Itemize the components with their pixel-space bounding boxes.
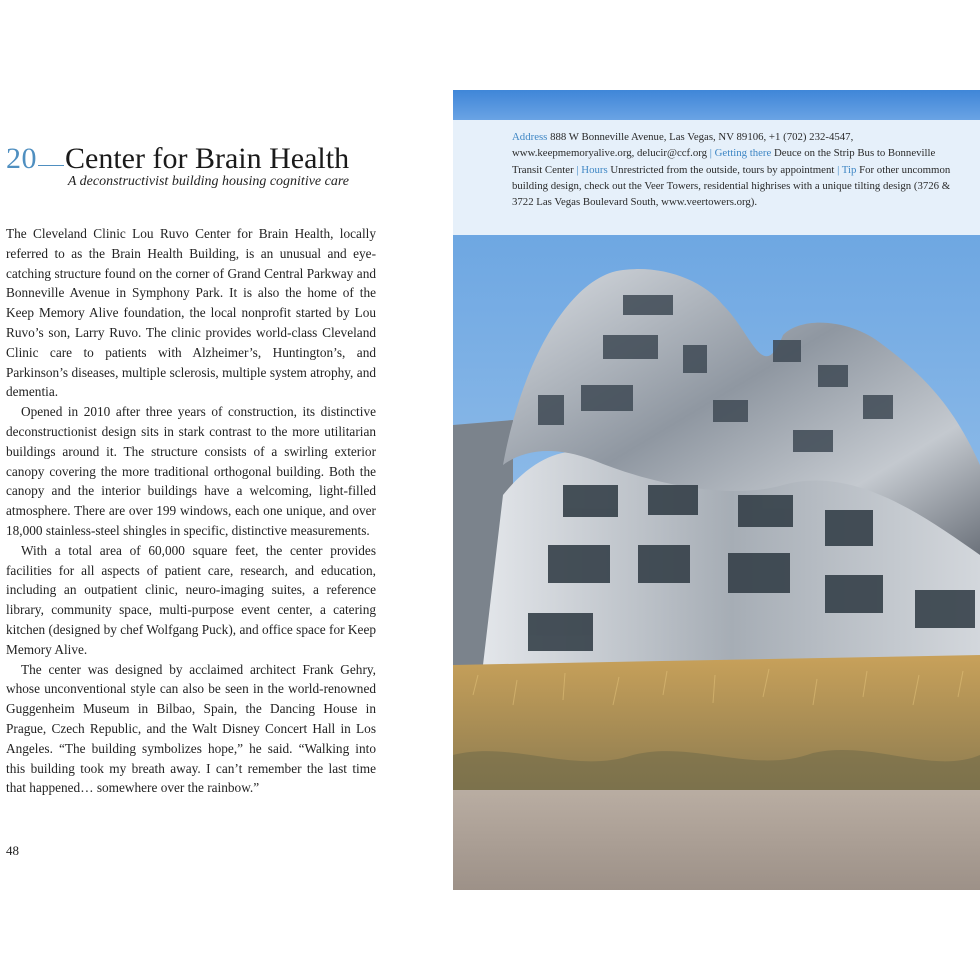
info-separator: | [837, 163, 840, 176]
info-box [453, 120, 980, 235]
info-separator: | [576, 163, 579, 176]
address-text: 888 W Bonneville Avenue, Las Vegas, NV 89106, +1 (702) 232-4547, www.keepmemoryalive.org, delucir@ccf.org [512, 131, 854, 160]
sky-band [453, 90, 980, 120]
tip-text: For other uncommon building design, check out the Veer Towers, residential highrises with a unique tilting design (3726 & 3722 Las Vegas Boulevard South, www.veertowers.org). [512, 163, 951, 209]
getting-there-label: Getting there [714, 147, 772, 160]
hours-label: Hours [581, 163, 608, 176]
address-label: Address [512, 131, 548, 143]
right-page [453, 90, 980, 890]
info-separator: | [709, 147, 712, 160]
entry-header [6, 142, 396, 190]
body-paragraph: The center was designed by acclaimed architect Frank Gehry, whose unconventional style can also be seen in the world-renowned Guggenheim Museum in Bilbao, Spain, the Dancing House in Prague, Czech Republic, and the Walt Disney Concert Hall in Los Angeles. “The building symbolizes hope,” he said. “Walking into this building took my breath away. I can’t remember the last time that happened… somewhere over the rainbow.” [6, 661, 376, 796]
body-paragraph: Opened in 2010 after three years of construction, its distinctive deconstructionist design sits in stark contrast to the more utilitarian buildings around it. The structure consists of a swirling exterior canopy covering the more traditional orthogonal building. Both the canopy and the interior buildings have a welcoming, light-filled atmosphere. There are over 199 windows, each one unique, and over 18,000 stainless-steel shingles in specific, distinctive measurements. [6, 404, 376, 538]
tip-label: Tip [841, 163, 857, 176]
page-number: 48 [6, 843, 19, 858]
hours-text: Unrestricted from the outside, tours by appointment [610, 163, 835, 176]
entry-subtitle: A deconstructivist building housing cognitive care [67, 174, 349, 189]
entry-number: 20 [6, 142, 37, 175]
entry-heading-line [6, 142, 396, 176]
body-paragraph: With a total area of 60,000 square feet, the center provides facilities for all aspects of patient care, research, and education, including an outpatient clinic, neuro-imaging suites, a reference library, community space, multi-purpose event center, a catering kitchen (designed by chef Wolfgang Puck), and office space for Keep Memory Alive. [6, 542, 376, 657]
building-photo [453, 235, 980, 890]
body-paragraph: The Cleveland Clinic Lou Ruvo Center for Brain Health, locally referred to as the Brain Health Building, is an unusual and eye-catching structure found on the corner of Grand Central Parkway and Bonneville Avenue in Symphony Park. It is also the home of the Keep Memory Alive foundation, the local nonprofit started by Lou Ruvo’s son, Larry Ruvo. The clinic provides world-class Cleveland Clinic care to patients with Alzheimer’s, Huntington’s, and Parkinson’s diseases, multiple sclerosis, multiple system atrophy, and dementia. [6, 226, 376, 400]
entry-title: Center for Brain Health [65, 142, 350, 175]
entry-number-rule [38, 165, 64, 166]
body-text [6, 224, 376, 798]
getting-there-text: Deuce on the Strip Bus to Bonneville Transit Center [512, 147, 936, 176]
left-page [0, 0, 440, 980]
